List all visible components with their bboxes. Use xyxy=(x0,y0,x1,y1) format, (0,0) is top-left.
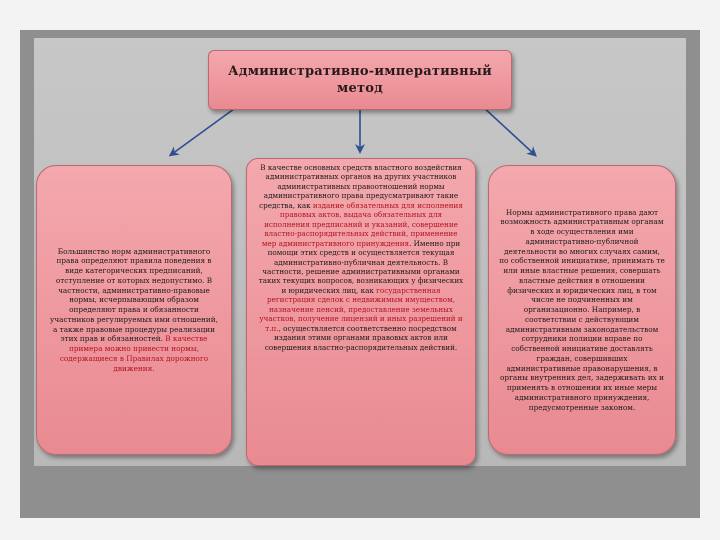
middle-column-box xyxy=(246,158,476,466)
middle-column-text xyxy=(257,163,465,352)
left-column-box xyxy=(36,165,232,455)
right-column-text: Нормы административного права дают возможность административным органам в ходе осуществления ими административно-публичной деятельности во многих случаях самим, по собственной инициативе, принимать те или иные властные решения, совершать властные действия в отношении физических и юридических лиц, в том числе не подчиненных им организационно. Например, в соответствии с действующим административным законодательством сотрудники полиции вправе по собственной инициативе доставлять граждан, совершивших административные правонарушения, в органы внутренних дел, задерживать их и применять в отношении их иные меры административного принуждения, предусмотренные законом. xyxy=(499,207,665,412)
arrow-left xyxy=(172,106,238,154)
middle-text-part-3: , осуществляется соответственно посредством издания этими органами правовых актов или совершения властно-распорядительных действий. xyxy=(264,323,458,352)
left-column-text xyxy=(49,247,219,374)
left-text-example: В качестве примера можно привести нормы, содержащиеся в Правилах дорожного движения. xyxy=(59,334,209,373)
middle-text-means: издание обязательных для исполнения правовых актов, выдача обязательных для исполнения предписаний и указаний, совершение властно-распорядительных действий, применение мер административного принуждения xyxy=(261,200,463,248)
middle-text-part-1: В качестве основных средств властного воздействия административных органов на других участников административных правоотношений нормы административного права предусматривают такие средства, как xyxy=(259,163,462,210)
middle-text-part-2: . Именно при помощи этих средств и осуществляется текущая административно-публичная деятельность. В частности, решение административными органами таких текущих вопросов, возникающих у физических и юридических лиц, как xyxy=(258,238,464,295)
middle-text-examples: государственная регистрация сделок с недвижимым имуществом, назначение пенсий, предоставление земельных участков, получение лицензий и иных разрешений и т.п. xyxy=(259,285,463,333)
left-text-main: Большинство норм административного права определяют правила поведения в виде категорических предписаний, отступление от которых недопустимо. В частности, административно-правовые нормы, исчерпывающим образом определяют права и обязанности участников регулируемых ими отношений, а также правовые процедуры реализации этих прав и обязанностей. xyxy=(50,246,218,344)
arrow-right xyxy=(482,106,534,154)
right-column-box xyxy=(488,165,676,455)
diagram-title: Административно-императивный метод xyxy=(228,64,492,96)
diagram-title-box xyxy=(208,50,512,110)
